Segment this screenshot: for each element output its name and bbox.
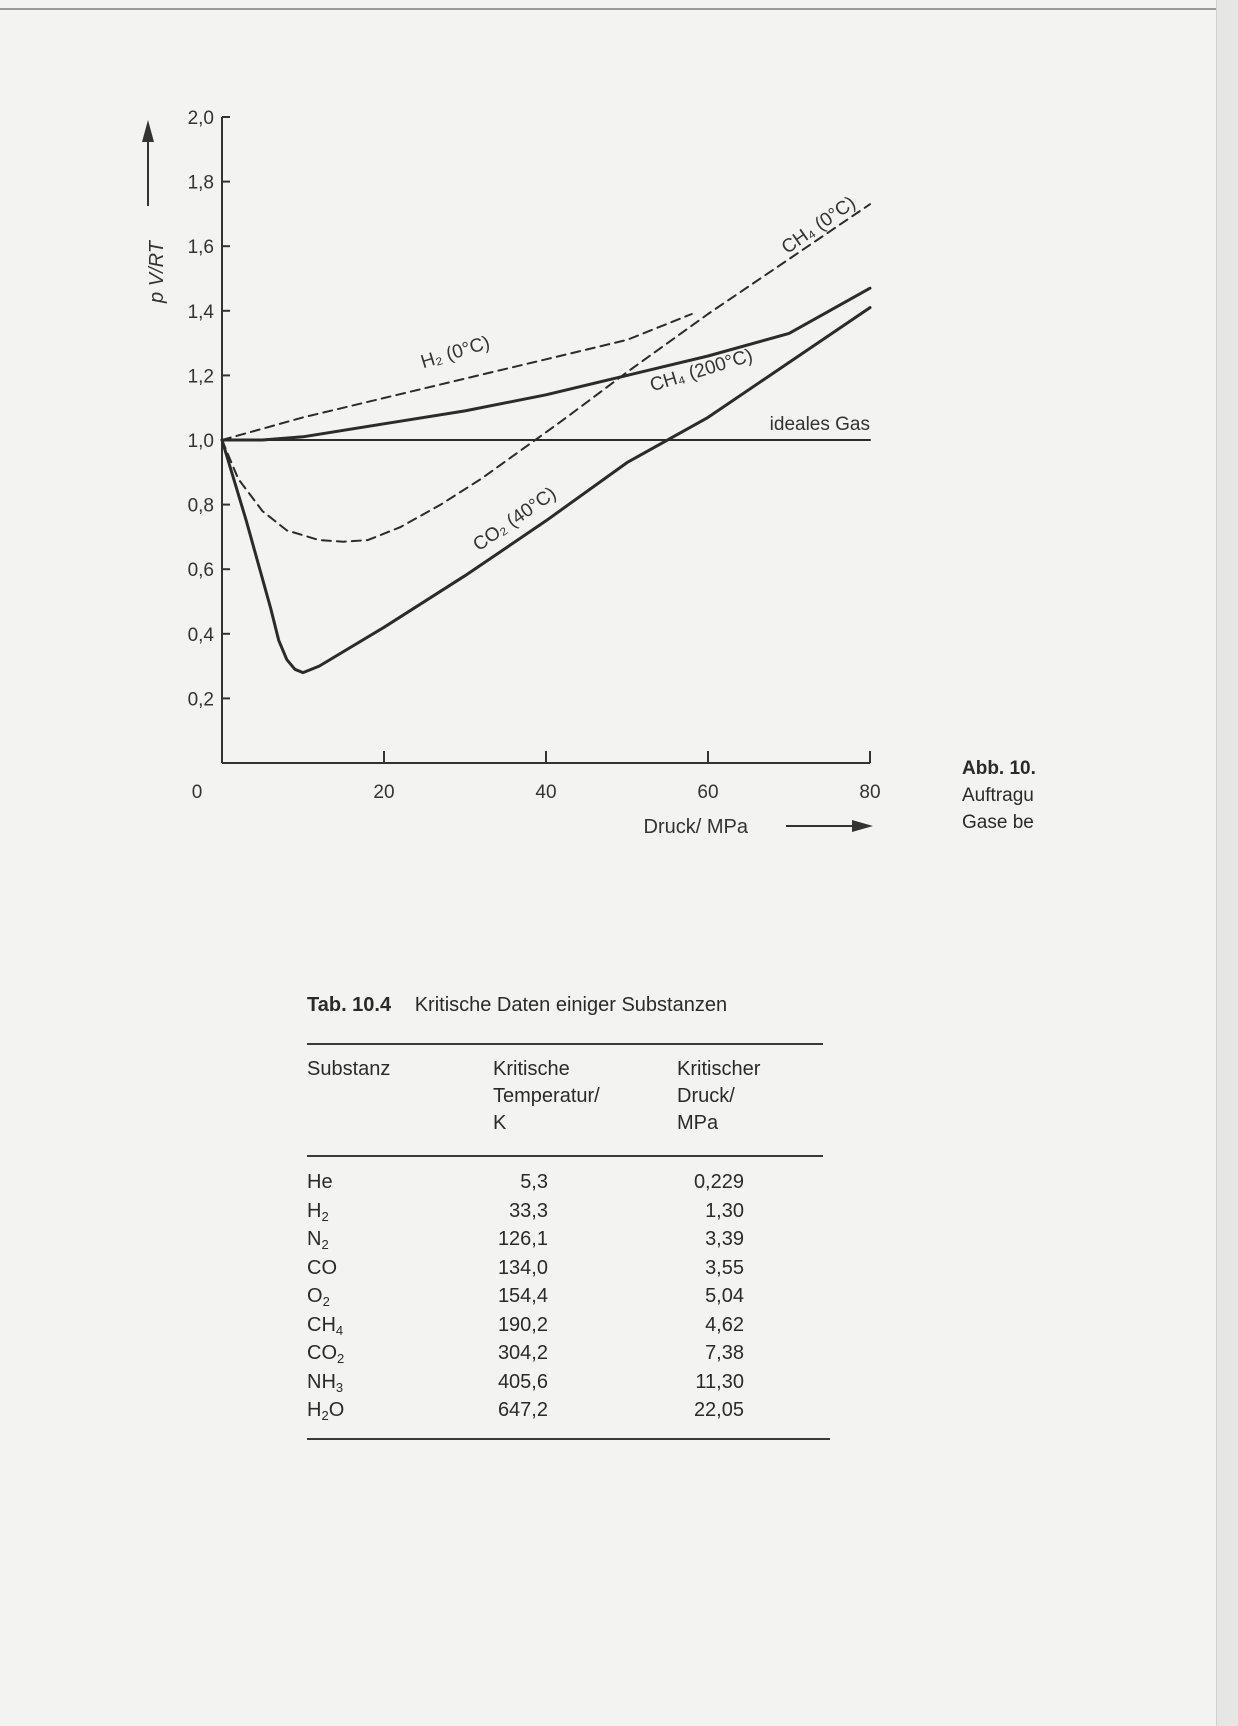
table-top-rule [307, 1043, 823, 1045]
ch4-0-label: CH₄ (0°C) [777, 192, 860, 259]
chart-axes [142, 108, 881, 838]
header-text: Substanz [307, 1058, 391, 1080]
temperature-cell: 405,6 [497, 1370, 548, 1393]
temperature-cell: 126,1 [497, 1228, 548, 1250]
chart-series [222, 204, 870, 672]
x-tick-label: 40 [535, 782, 557, 803]
co2-label: CO₂ (40°C) [469, 483, 561, 556]
ideal-gas-label: ideales Gas [769, 414, 870, 435]
y-tick-label: 1,6 [187, 237, 214, 259]
pressure-column [640, 1168, 744, 1425]
y-tick-label: 1,0 [187, 431, 214, 452]
column-header-substance [307, 1056, 390, 1083]
substance-cell: CO [307, 1256, 337, 1279]
temperature-cell: 154,4 [497, 1285, 548, 1307]
pressure-cell: 22,05 [693, 1399, 744, 1421]
temperature-cell: 5,3 [520, 1171, 548, 1193]
substance-cell: $N_2$ [307, 1228, 329, 1252]
table-bottom-rule [307, 1438, 830, 1440]
y-axis-label: p V/RT [146, 241, 168, 303]
substance-cell: $H_2O$ [307, 1399, 345, 1423]
substance-cell: $H_2$ [307, 1199, 329, 1224]
pressure-cell: 1,30 [705, 1199, 744, 1222]
temperature-cell: 33,3 [509, 1199, 548, 1222]
pressure-cell: 3,55 [705, 1256, 744, 1279]
y-tick-label: 1,2 [187, 366, 214, 388]
pressure-cell: 5,04 [705, 1285, 744, 1307]
temperature-cell: 134,0 [497, 1256, 548, 1279]
substance-cell: $CO_2$ [307, 1342, 345, 1366]
temperature-cell: 647,2 [497, 1399, 548, 1421]
table-number: Tab. 10.4 [307, 994, 392, 1016]
figure-caption [962, 755, 1052, 836]
figure-caption-line: Auftragu [962, 785, 1034, 806]
pressure-cell: 0,229 [693, 1171, 744, 1193]
figure-caption-number: Abb. 10. [962, 758, 1036, 779]
table-caption: Kritische Daten einiger Substanzen [414, 994, 728, 1016]
pressure-cell: 4,62 [705, 1313, 744, 1336]
table-title [307, 994, 727, 1017]
y-tick-label: 2,0 [187, 108, 214, 129]
substance-cell: $NH_3$ [307, 1370, 344, 1395]
y-tick-label: 1,8 [187, 172, 214, 194]
header-text: K [493, 1112, 507, 1134]
y-tick-label: 0,2 [187, 689, 214, 711]
x-tick-label: 80 [859, 782, 881, 803]
table-header-rule [307, 1155, 823, 1157]
header-text: Kritischer [677, 1058, 761, 1080]
pressure-cell: 7,38 [705, 1342, 744, 1364]
column-header-temperature [493, 1056, 600, 1137]
x-tick-label: 60 [697, 782, 719, 803]
temperature-cell: 190,2 [497, 1313, 548, 1336]
figure-caption-line: Gase be [962, 812, 1034, 833]
x-axis-arrow-head [852, 820, 873, 832]
substance-cell: $O_2$ [307, 1285, 330, 1309]
temperature-cell: 304,2 [497, 1342, 548, 1364]
column-header-pressure [677, 1056, 760, 1137]
y-tick-label: 0,4 [187, 624, 214, 646]
substance-cell: $CH_4$ [307, 1313, 344, 1338]
h2-label: H₂ (0°C) [418, 332, 493, 374]
y-tick-label: 1,4 [187, 301, 214, 323]
pressure-cell: 11,30 [695, 1370, 744, 1393]
x-tick-label: 20 [373, 782, 395, 803]
x-tick-label: 0 [191, 782, 203, 803]
y-tick-label: 0,6 [187, 560, 214, 582]
header-text: Kritische [493, 1058, 570, 1080]
y-axis-arrow-head [142, 120, 154, 142]
pressure-cell: 3,39 [705, 1228, 744, 1250]
x-axis-label: Druck/ MPa [643, 816, 748, 838]
header-text: MPa [677, 1112, 719, 1134]
substance-column [307, 1168, 344, 1425]
header-text: Druck/ [677, 1085, 735, 1107]
ch4-200-label: CH₄ (200°C) [647, 345, 756, 397]
substance-cell: He [307, 1171, 333, 1193]
temperature-column [448, 1168, 548, 1425]
y-tick-label: 0,8 [187, 495, 214, 517]
header-text: Temperatur/ [493, 1085, 600, 1107]
